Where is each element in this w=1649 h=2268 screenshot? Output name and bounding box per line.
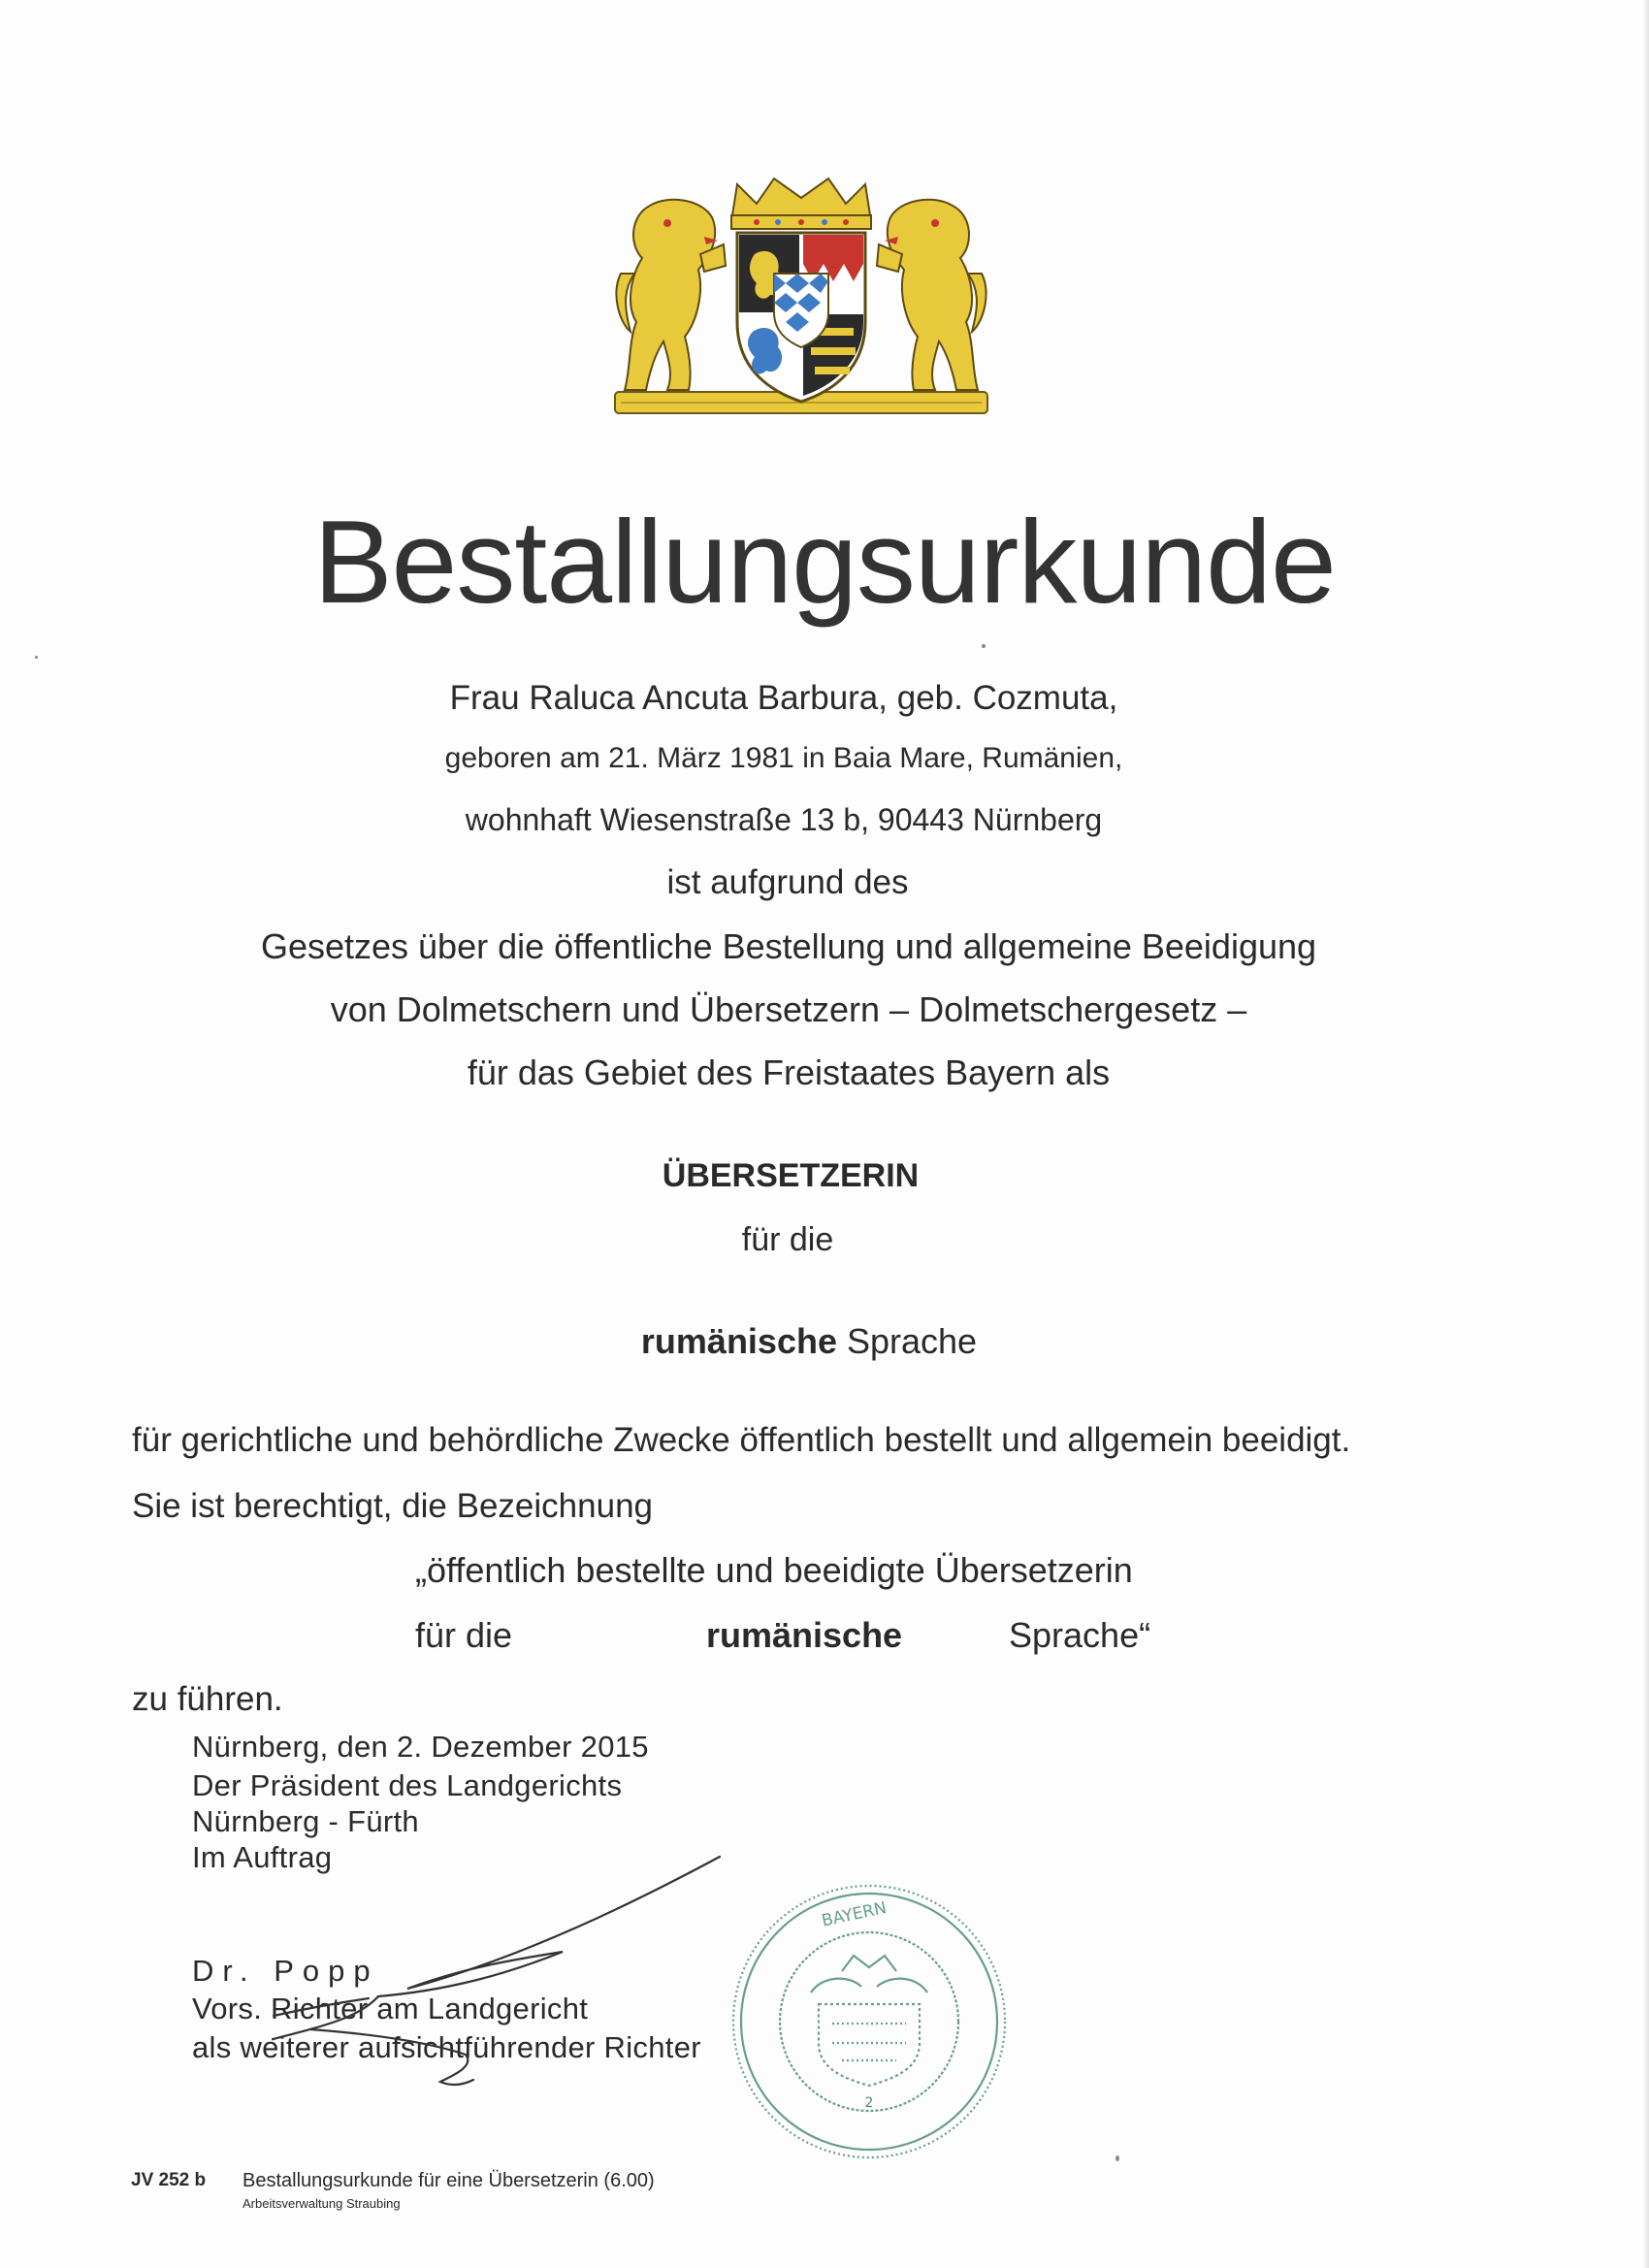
official-seal-icon xyxy=(726,1878,1013,2165)
address-info: wohnhaft Wiesenstraße 13 b, 90443 Nürnberg xyxy=(465,802,1103,837)
closing-line: zu führen. xyxy=(132,1680,283,1718)
on-behalf: Im Auftrag xyxy=(192,1840,333,1874)
handwritten-signature-icon xyxy=(272,1851,737,2093)
law-line-1: Gesetzes über die öffentliche Bestellung und allgemeine Beeidigung xyxy=(260,926,1317,966)
form-code: JV 252 b xyxy=(131,2170,207,2190)
signer-name: Dr. Popp xyxy=(192,1954,379,1988)
purpose-line: für gerichtliche und behördliche Zwecke öffentlich bestellt und allgemein beeidigt. xyxy=(132,1421,1351,1459)
basis-intro: ist aufgrund des xyxy=(666,863,909,901)
svg-text:BAYERN: BAYERN xyxy=(820,1897,889,1931)
designation-for: für die xyxy=(415,1615,513,1655)
seal-number: 2 xyxy=(864,2095,874,2111)
designation-line: „öffentlich bestellte und beeidigte Übersetzerin xyxy=(415,1550,1133,1590)
paper-speck xyxy=(982,644,986,648)
paper-speck xyxy=(1116,2155,1119,2161)
form-printer: Arbeitsverwaltung Straubing xyxy=(242,2196,401,2211)
signer-position-1: Vors. Richter am Landgericht xyxy=(192,1992,589,2025)
birth-info: geboren am 21. März 1981 in Baia Mare, Rumänien, xyxy=(444,742,1123,774)
language-name: rumänische xyxy=(640,1321,837,1361)
law-line-3: für das Gebiet des Freistaates Bayern als xyxy=(467,1053,1111,1092)
authorization-line: Sie ist berechtigt, die Bezeichnung xyxy=(132,1487,653,1525)
document-title: Bestallungsurkunde xyxy=(313,496,1336,628)
signer-position-2: als weiterer aufsichtführender Richter xyxy=(192,2030,701,2064)
page-edge xyxy=(1643,0,1649,2268)
person-name: Frau Raluca Ancuta Barbura, geb. Cozmuta, xyxy=(449,679,1118,717)
designation-language: rumänische xyxy=(706,1615,903,1655)
place-date: Nürnberg, den 2. Dezember 2015 xyxy=(192,1730,649,1764)
law-line-2: von Dolmetschern und Übersetzern – Dolmetschergesetz – xyxy=(330,989,1247,1029)
paper-speck xyxy=(35,656,38,659)
role-title: ÜBERSETZERIN xyxy=(662,1157,920,1194)
authority-line-1: Der Präsident des Landgerichts xyxy=(192,1768,623,1802)
language-suffix: Sprache xyxy=(836,1321,978,1361)
authority-line-2: Nürnberg - Fürth xyxy=(192,1804,419,1838)
for-the-label: für die xyxy=(741,1221,834,1258)
language-line xyxy=(0,1321,1618,1362)
bavarian-coat-of-arms-icon xyxy=(611,177,991,421)
form-title: Bestallungsurkunde für eine Übersetzerin (6.00) xyxy=(242,2170,655,2191)
designation-end: Sprache“ xyxy=(1009,1615,1151,1655)
